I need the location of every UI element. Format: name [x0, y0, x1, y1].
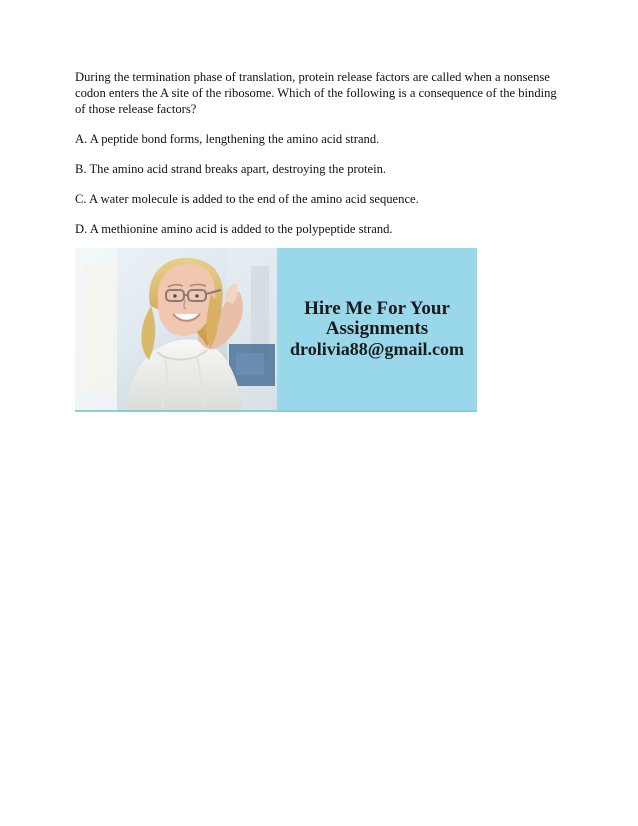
woman-photo: [75, 248, 277, 410]
answer-option-d: D. A methionine amino acid is added to the polypeptide strand.: [75, 222, 393, 236]
promo-banner: [75, 248, 477, 412]
contact-panel: [277, 248, 477, 410]
question-line-1: During the termination phase of translation, protein release factors are called when a nonsense: [75, 70, 550, 84]
banner-line-3: drolivia88@gmail.com: [290, 338, 464, 359]
answer-option-b: B. The amino acid strand breaks apart, destroying the protein.: [75, 162, 387, 176]
question-line-2: codon enters the A site of the ribosome. Which of the following is a consequence of the binding: [75, 86, 557, 100]
question-line-3: of those release factors?: [75, 102, 197, 116]
question-block: [75, 69, 567, 251]
answer-option-c: C. A water molecule is added to the end of the amino acid sequence.: [75, 192, 419, 206]
answer-option-a: A. A peptide bond forms, lengthening the amino acid strand.: [75, 132, 380, 146]
banner-line-2: Assignments: [325, 318, 429, 340]
question-text: [75, 69, 567, 117]
banner-line-1: Hire Me For Your: [304, 297, 450, 319]
